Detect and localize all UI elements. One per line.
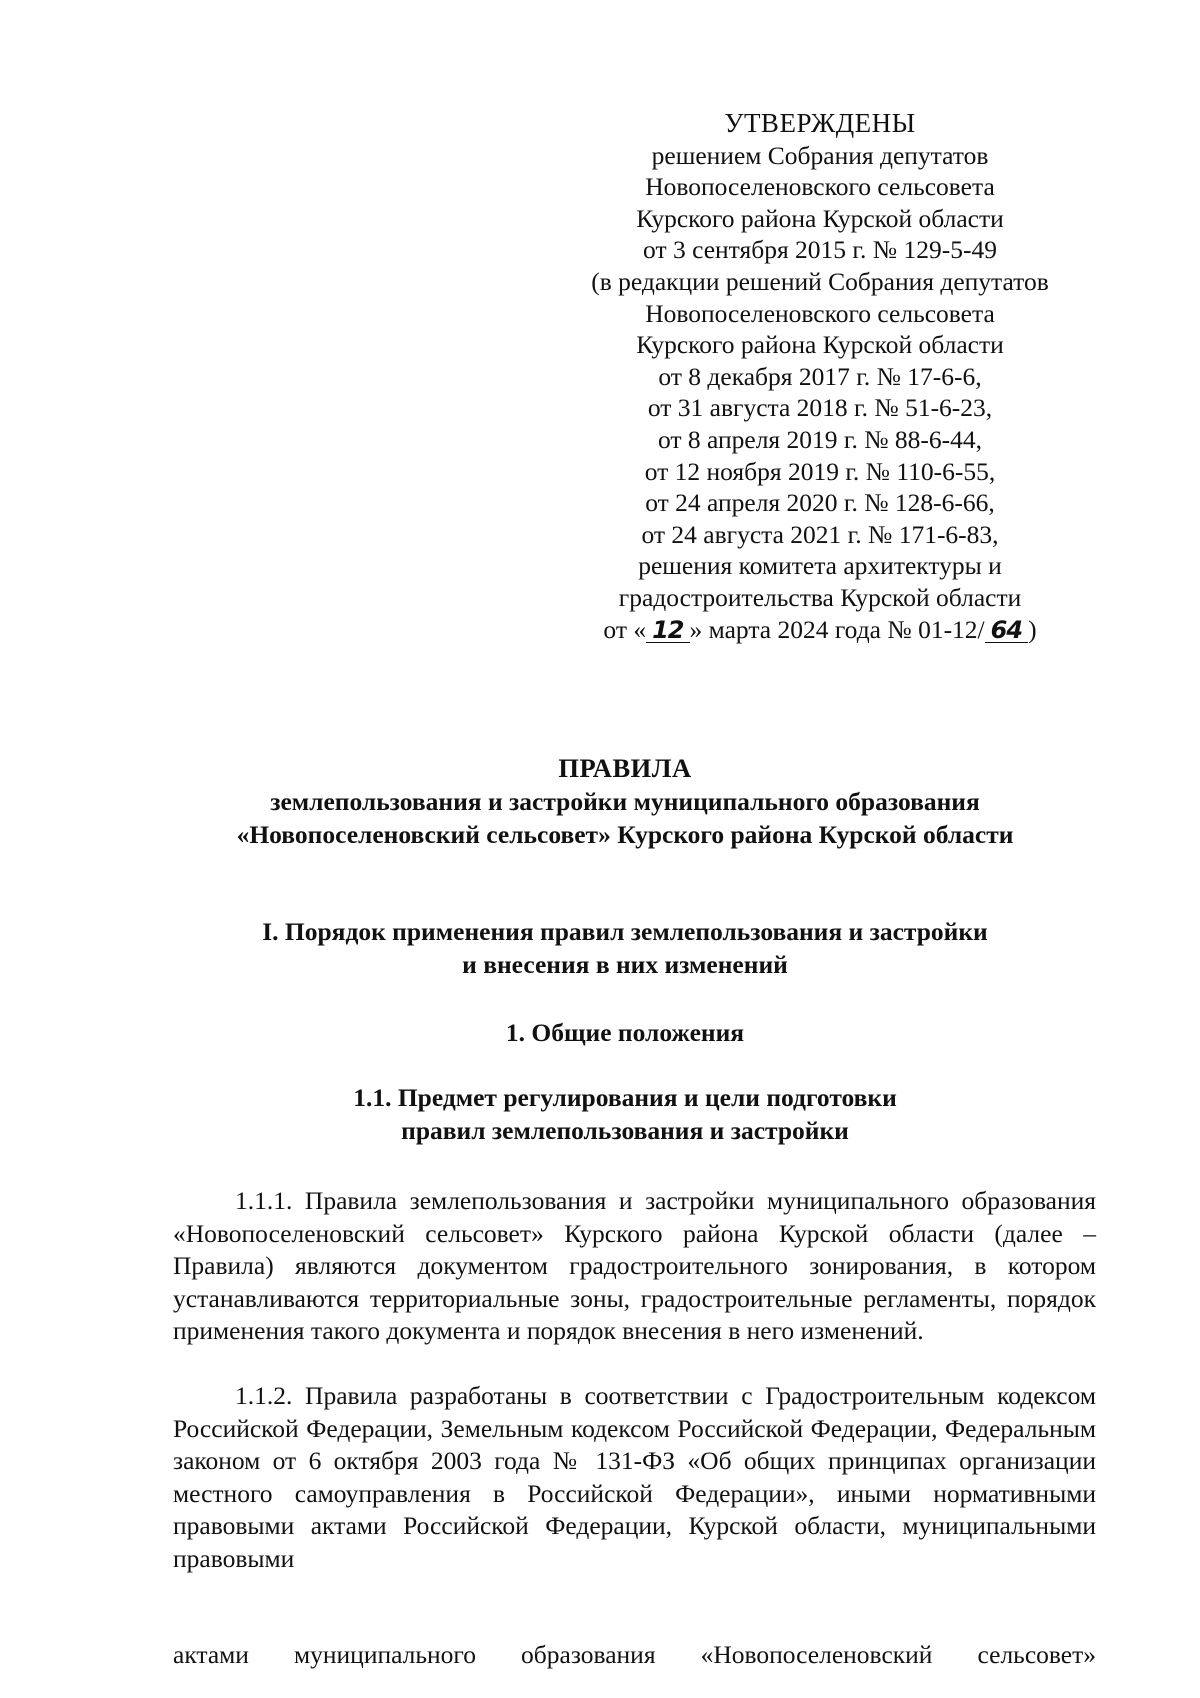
approval-line: от 12 ноября 2019 г. № 110-6-55, xyxy=(644,456,996,486)
section-heading xyxy=(150,915,1100,981)
approval-line: решением Собрания депутатов xyxy=(651,140,989,170)
subchapter-heading xyxy=(150,1081,1100,1147)
approval-line: от 8 апреля 2019 г. № 88-6-44, xyxy=(657,424,983,454)
paragraph-text: 1.1.2. Правила разработаны в соответствии с Градостроительным кодексом Российской Федерации, Земельным кодексом Российской Федерации, Федеральным законом от 6 октября 2003 года № 131-ФЗ «Об общих принципах организации местного самоуправления в Российской Федерации», иными нормативными правовыми актами Российской Федерации, Курской области, муниципальными правовыми xyxy=(173,1381,1096,1573)
handwritten-number: 64 xyxy=(985,618,1028,643)
approval-date-middle: » марта 2024 года № 01-12/ xyxy=(689,614,985,644)
chapter-title: 1. Общие положения xyxy=(505,1018,745,1047)
subchapter-title: правил землепользования и застройки xyxy=(401,1116,849,1145)
handwritten-day: 12 xyxy=(646,618,689,643)
approval-line: Курского района Курской области xyxy=(636,203,1004,233)
paragraph-1-1-1 xyxy=(173,1185,1096,1348)
paragraph-text: 1.1.1. Правила землепользования и застройки муниципального образования «Новопоселеновский сельсовет» Курского района Курской области (далее – Правила) являются документом градостроительного зонирования, в котором устанавливаются территориальные зоны, градостроительные регламенты, порядок применения такого документа и порядок внесения в него изменений. xyxy=(173,1186,1096,1345)
subchapter-title: 1.1. Предмет регулирования и цели подготовки xyxy=(353,1083,897,1112)
approval-line: градостроительства Курской области xyxy=(618,582,1022,612)
chapter-heading xyxy=(150,1016,1100,1049)
paragraph-continuation: актами муниципального образования «Новопоселеновский сельсовет» xyxy=(173,1640,1096,1669)
approval-line: от 24 августа 2021 г. № 171-6-83, xyxy=(641,519,999,549)
document-title: ПРАВИЛА xyxy=(558,753,692,783)
document-subtitle: «Новопоселеновский сельсовет» Курского района Курской области xyxy=(236,820,1014,849)
approval-line: Новопоселеновского сельсовета xyxy=(645,298,995,328)
document-heading xyxy=(150,752,1100,851)
section-title: I. Порядок применения правил землепользования и застройки xyxy=(262,917,988,946)
section-title: и внесения в них изменений xyxy=(462,950,788,979)
approval-date-line xyxy=(560,614,1080,646)
approval-line: от 31 августа 2018 г. № 51-6-23, xyxy=(647,393,993,423)
approval-line: решения комитета архитектуры и xyxy=(638,551,1002,581)
approval-title: УТВЕРЖДЕНЫ xyxy=(724,108,916,138)
approval-line: Новопоселеновского сельсовета xyxy=(645,172,995,202)
approval-line: Курского района Курской области xyxy=(636,330,1004,360)
approval-block xyxy=(560,108,1080,645)
approval-date-suffix: ) xyxy=(1028,614,1037,644)
approval-date-prefix: от « xyxy=(603,614,647,644)
document-subtitle: землепользования и застройки муниципального образования xyxy=(270,787,980,816)
approval-line: от 24 апреля 2020 г. № 128-6-66, xyxy=(645,488,995,518)
approval-line: от 3 сентября 2015 г. № 129-5-49 xyxy=(643,235,997,265)
paragraph-1-1-2 xyxy=(173,1380,1096,1575)
approval-line: от 8 декабря 2017 г. № 17-6-6, xyxy=(658,361,982,391)
approval-line: (в редакции решений Собрания депутатов xyxy=(591,266,1049,296)
